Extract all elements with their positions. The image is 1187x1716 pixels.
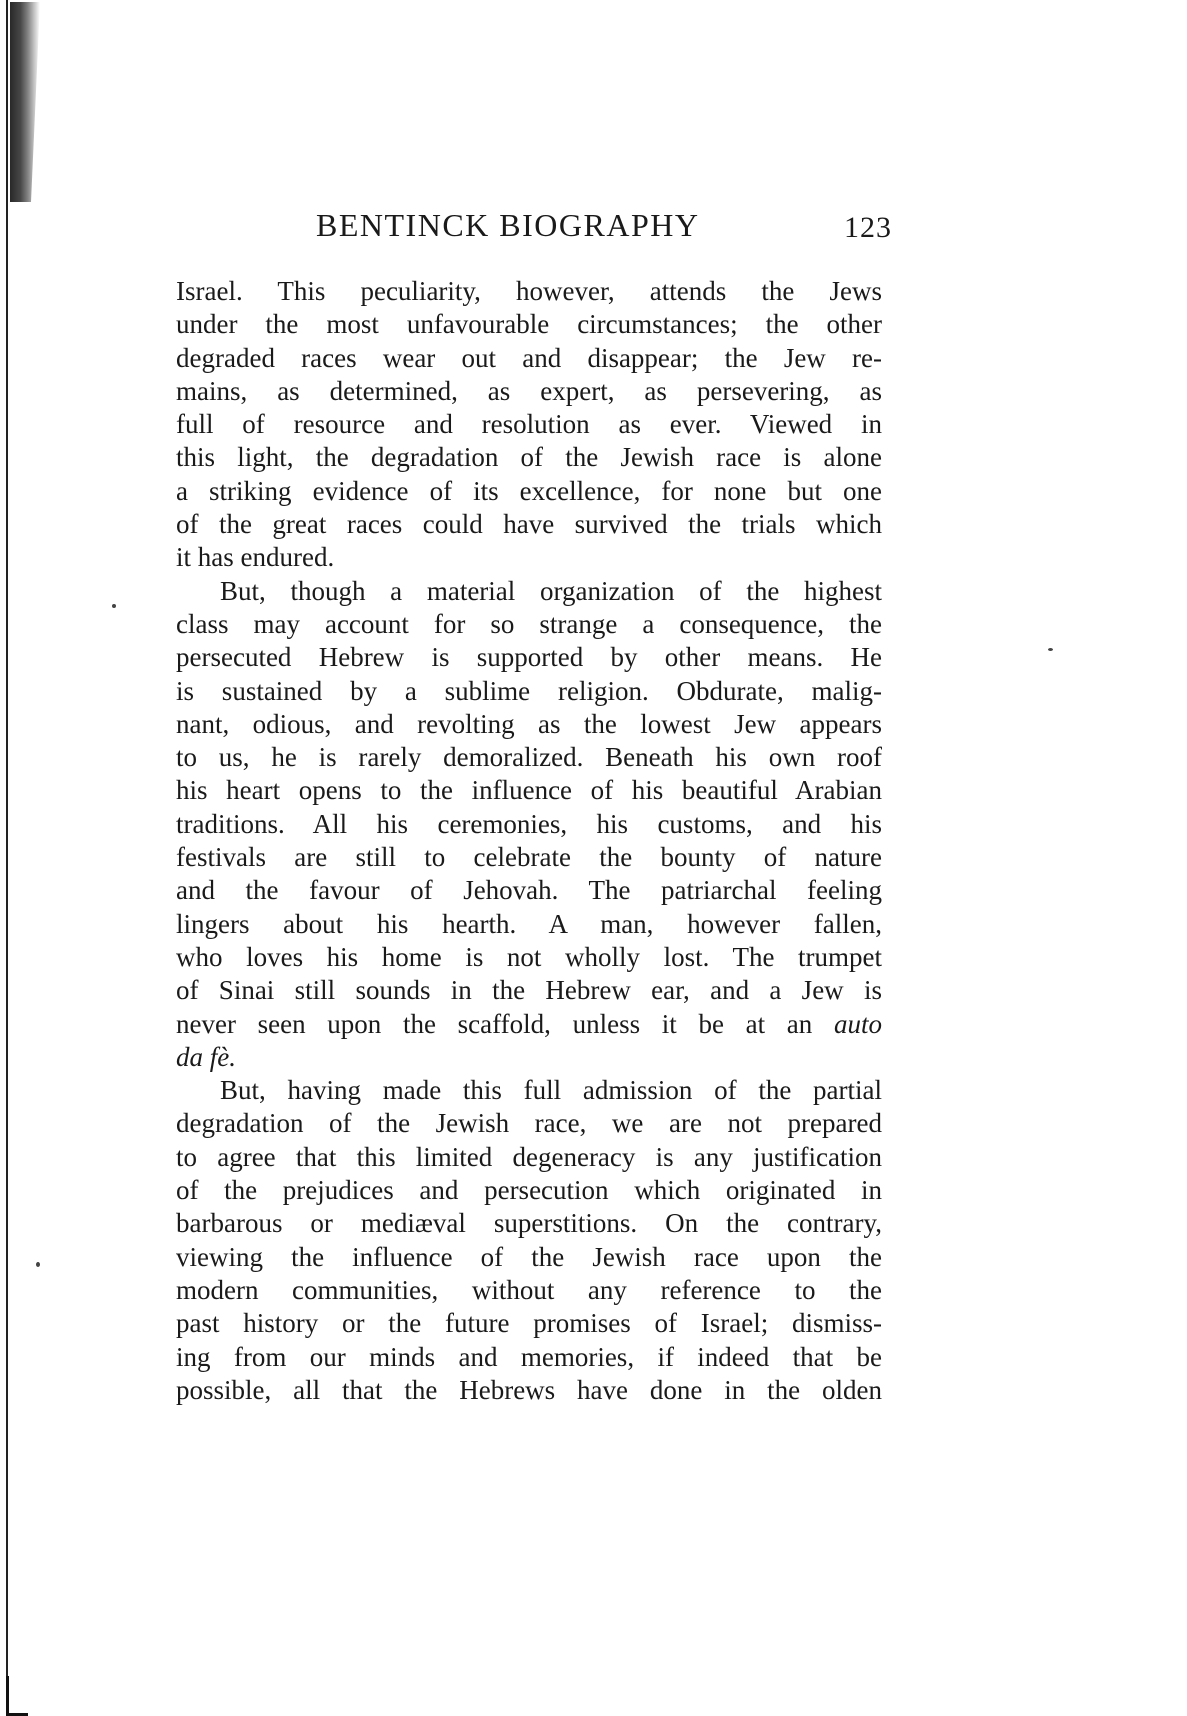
running-title: BENTINCK BIOGRAPHY xyxy=(316,207,700,243)
text-line: is sustained by a sublime religion. Obdurate, malig- xyxy=(176,675,882,706)
ink-speck xyxy=(112,604,116,608)
text-line: his heart opens to the influence of his beautiful Arabian xyxy=(176,775,882,806)
text-line: class may account for so strange a consequence, the xyxy=(176,608,882,639)
text-line: ing from our minds and memories, if indeed that be xyxy=(176,1341,882,1372)
binding-corner xyxy=(6,1676,28,1716)
body-text xyxy=(176,275,882,1407)
text-line-with-italic xyxy=(176,1008,882,1041)
running-head xyxy=(176,207,892,247)
text-line: traditions. All his ceremonies, his customs, and his xyxy=(176,808,882,839)
ink-speck xyxy=(36,1262,40,1267)
binding-edge xyxy=(0,0,12,1716)
paragraph-first-line: But, having made this full admission of the partial xyxy=(220,1075,882,1106)
text-line: it has endured. xyxy=(176,542,335,573)
text-line: degradation of the Jewish race, we are not prepared xyxy=(176,1108,882,1139)
text-line: of the prejudices and persecution which originated in xyxy=(176,1175,882,1206)
text-line: of Sinai still sounds in the Hebrew ear, and a Jew is xyxy=(176,975,882,1006)
text-line: and the favour of Jehovah. The patriarchal feeling xyxy=(176,875,882,906)
text-line: under the most unfavourable circumstances; the other xyxy=(176,309,882,340)
page-number: 123 xyxy=(844,211,892,244)
text-line: nant, odious, and revolting as the lowest Jew appears xyxy=(176,708,882,739)
line-roman-part: never seen upon the scaffold, unless it be at an xyxy=(176,1008,813,1039)
text-line: lingers about his hearth. A man, however fallen, xyxy=(176,908,882,939)
text-line-italic xyxy=(176,1041,882,1074)
text-line: Israel. This peculiarity, however, attends the Jews xyxy=(176,276,882,306)
binding-shadow xyxy=(10,2,40,202)
text-line: barbarous or mediæval superstitions. On the contrary, xyxy=(176,1208,882,1239)
ink-speck xyxy=(1048,648,1053,651)
text-line: modern communities, without any reference to the xyxy=(176,1274,882,1305)
text-line: who loves his home is not wholly lost. The trumpet xyxy=(176,941,882,972)
text-line: to agree that this limited degeneracy is any justification xyxy=(176,1141,882,1172)
text-line: past history or the future promises of Israel; dismiss- xyxy=(176,1308,882,1339)
text-line: possible, all that the Hebrews have done in the olden xyxy=(176,1374,882,1405)
text-line: viewing the influence of the Jewish race upon the xyxy=(176,1241,882,1272)
text-line: mains, as determined, as expert, as persevering, as xyxy=(176,375,882,406)
text-line: full of resource and resolution as ever. Viewed in xyxy=(176,409,882,440)
text-line: this light, the degradation of the Jewish race is alone xyxy=(176,442,882,473)
italic-phrase: auto xyxy=(833,1008,882,1039)
text-line: of the great races could have survived the trials which xyxy=(176,509,882,540)
text-line: persecuted Hebrew is supported by other means. He xyxy=(176,642,882,673)
text-line: degraded races wear out and disappear; the Jew re- xyxy=(176,342,882,373)
text-line: festivals are still to celebrate the bounty of nature xyxy=(176,842,882,873)
paragraph-first-line: But, though a material organization of the highest xyxy=(220,575,882,606)
text-line: to us, he is rarely demoralized. Beneath his own roof xyxy=(176,742,882,773)
italic-phrase: da fè. xyxy=(176,1041,236,1072)
text-line: a striking evidence of its excellence, for none but one xyxy=(176,475,882,506)
